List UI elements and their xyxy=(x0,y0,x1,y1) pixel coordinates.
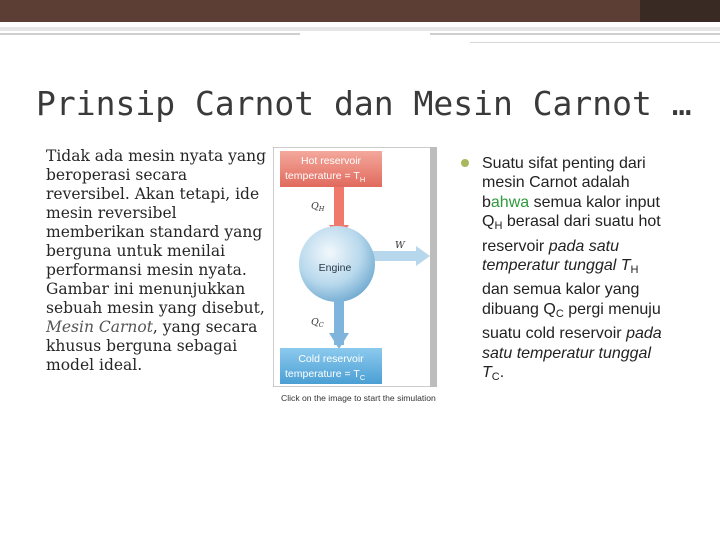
hot-temperature-label xyxy=(285,170,365,184)
cold-temp-sub: C xyxy=(359,373,366,382)
cold-reservoir-label: Cold reservoir xyxy=(298,353,364,365)
hot-temp-text: temperature = T xyxy=(285,170,360,182)
qc-text: Q xyxy=(311,317,319,328)
subscript: H xyxy=(630,264,639,277)
right-paragraph xyxy=(482,154,668,387)
right-text-part: pergi menuju suatu cold reservoir xyxy=(482,300,661,343)
subscript: C xyxy=(491,371,500,384)
decor-line xyxy=(470,42,720,43)
right-text-italic: pada satu temperatur tunggal T xyxy=(482,325,662,382)
right-text-part: berasal dari suatu hot reservoir xyxy=(482,213,661,255)
cold-temp-text: temperature = T xyxy=(285,368,360,380)
left-text-part: Tidak ada mesin nyata yang beroperasi secara reversibel. Akan tetapi, ide mesin reversibel memberikan standard yang berguna untuk menilai performansi mesin nyata. Gambar ini menunjukkan sebuah mesin yang disebut, xyxy=(46,147,267,317)
left-text-italic: Mesin Carnot xyxy=(46,318,153,336)
subscript: H xyxy=(494,220,503,233)
right-text-green: ahwa xyxy=(490,193,530,211)
engine-label: Engine xyxy=(318,262,352,274)
hot-temp-sub: H xyxy=(359,175,366,184)
bullet-icon xyxy=(461,159,469,167)
slide-title: Prinsip Carnot dan Mesin Carnot … xyxy=(36,84,692,123)
right-text-part: dan semua kalor yang dibuang Q xyxy=(482,281,640,318)
carnot-engine-diagram[interactable] xyxy=(273,147,437,387)
right-text-part: . xyxy=(499,364,505,382)
left-paragraph xyxy=(46,147,270,375)
cold-temperature-label xyxy=(285,368,366,382)
qc-sub: C xyxy=(318,321,324,329)
hot-reservoir-label: Hot reservoir xyxy=(300,155,362,167)
top-bar-rule xyxy=(0,27,720,31)
top-bar xyxy=(0,0,720,22)
right-text-italic: pada satu temperatur tunggal T xyxy=(482,237,631,275)
simulation-caption[interactable]: Click on the image to start the simulation xyxy=(281,393,436,403)
right-text-part: Suatu sifat penting dari mesin Carnot adalah b xyxy=(482,155,646,211)
top-bar-accent xyxy=(640,0,720,22)
work-label: W xyxy=(395,240,405,251)
right-text-part: semua kalor input Q xyxy=(482,193,660,231)
decor-line xyxy=(430,33,720,35)
qh-sub: H xyxy=(318,205,325,213)
qh-text: Q xyxy=(311,201,319,212)
diagram-scrollbar xyxy=(430,147,437,387)
subscript: C xyxy=(555,307,564,320)
decor-line xyxy=(0,33,300,35)
left-text-part: , yang secara khusus berguna sebagai model ideal. xyxy=(46,318,258,374)
